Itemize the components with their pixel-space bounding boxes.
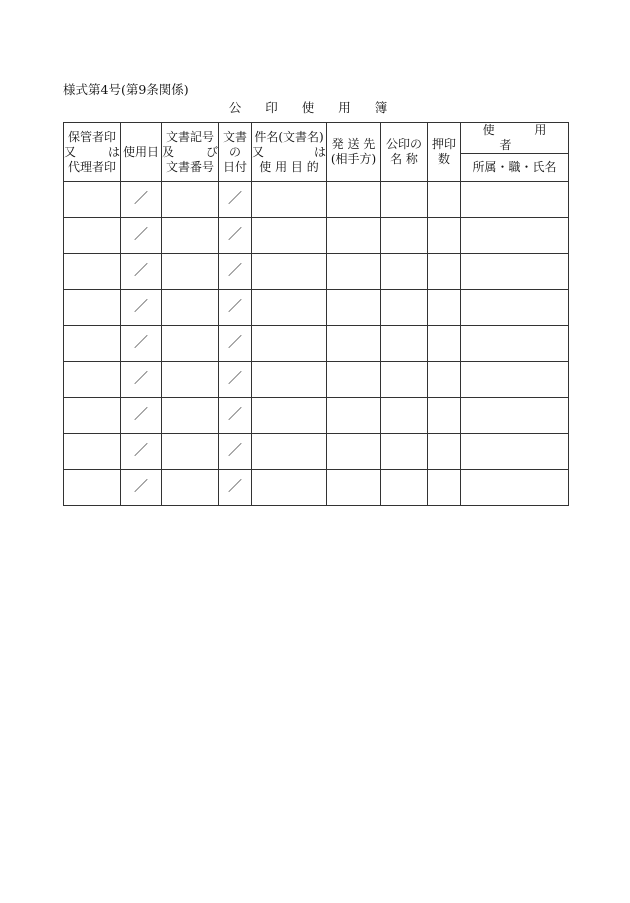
header-subject — [252, 123, 327, 182]
stamp-count-cell[interactable] — [428, 326, 461, 362]
custodian-cell[interactable] — [64, 362, 121, 398]
subject-cell[interactable] — [252, 182, 327, 218]
user-cell[interactable] — [461, 434, 569, 470]
user-cell[interactable] — [461, 398, 569, 434]
doc-symbol-cell[interactable] — [162, 362, 219, 398]
header-destination — [327, 123, 381, 182]
use-date-cell[interactable]: ／ — [121, 362, 162, 398]
user-cell[interactable] — [461, 254, 569, 290]
doc-date-cell[interactable]: ／ — [219, 326, 252, 362]
table-row — [64, 182, 569, 218]
use-date-cell[interactable]: ／ — [121, 326, 162, 362]
seal-name-cell[interactable] — [381, 326, 428, 362]
header-custodian-line-1: 保管者印 — [67, 129, 116, 144]
header-custodian — [64, 123, 121, 182]
doc-symbol-cell[interactable] — [162, 470, 219, 506]
stamp-count-cell[interactable] — [428, 254, 461, 290]
header-stamp-count-line-2: 数 — [437, 152, 450, 166]
header-custodian-line-2 — [64, 145, 120, 160]
page-title — [0, 98, 630, 116]
user-cell[interactable] — [461, 470, 569, 506]
header-custodian-word-1: 又 — [64, 144, 77, 159]
stamp-count-cell[interactable] — [428, 290, 461, 326]
stamp-count-cell[interactable] — [428, 398, 461, 434]
header-seal-name-line-2: 名 称 — [390, 152, 418, 166]
table-row — [64, 254, 569, 290]
doc-symbol-cell[interactable] — [162, 398, 219, 434]
doc-date-cell[interactable]: ／ — [219, 290, 252, 326]
table-row — [64, 218, 569, 254]
header-destination-line-2: (相手方) — [330, 152, 377, 166]
user-cell[interactable] — [461, 182, 569, 218]
header-doc-date-line-1: 文書 — [222, 129, 247, 144]
subject-cell[interactable] — [252, 470, 327, 506]
seal-name-cell[interactable] — [381, 434, 428, 470]
user-cell[interactable] — [461, 362, 569, 398]
stamp-count-cell[interactable] — [428, 434, 461, 470]
header-user — [461, 123, 569, 154]
destination-cell[interactable] — [327, 398, 381, 434]
header-seal-name-line-1: 公印の — [385, 137, 422, 151]
header-doc-symbol — [162, 123, 219, 182]
header-user-sub: 所属・職・氏名 — [461, 154, 569, 182]
subject-cell[interactable] — [252, 218, 327, 254]
header-subject-line-1: 件名(文書名) — [254, 129, 324, 144]
header-subject-line-2 — [252, 145, 326, 160]
custodian-cell[interactable] — [64, 254, 121, 290]
doc-date-cell[interactable]: ／ — [219, 182, 252, 218]
seal-name-cell[interactable] — [381, 218, 428, 254]
table-body — [64, 182, 569, 506]
table-header — [64, 123, 569, 182]
destination-cell[interactable] — [327, 326, 381, 362]
custodian-cell[interactable] — [64, 290, 121, 326]
doc-date-cell[interactable]: ／ — [219, 218, 252, 254]
seal-name-cell[interactable] — [381, 398, 428, 434]
seal-name-cell[interactable] — [381, 290, 428, 326]
table-row — [64, 398, 569, 434]
header-user-text: 使 用 者 — [482, 123, 565, 152]
subject-cell[interactable] — [252, 434, 327, 470]
doc-date-cell[interactable]: ／ — [219, 470, 252, 506]
use-date-cell[interactable]: ／ — [121, 398, 162, 434]
header-seal-name — [381, 123, 428, 182]
stamp-count-cell[interactable] — [428, 218, 461, 254]
header-stamp-count-line-1: 押印 — [431, 137, 456, 151]
subject-cell[interactable] — [252, 254, 327, 290]
header-doc-symbol-line-2 — [162, 145, 218, 160]
custodian-cell[interactable] — [64, 434, 121, 470]
subject-cell[interactable] — [252, 326, 327, 362]
seal-name-cell[interactable] — [381, 182, 428, 218]
custodian-cell[interactable] — [64, 218, 121, 254]
header-subject-word-1: 又 — [252, 144, 265, 159]
seal-name-cell[interactable] — [381, 362, 428, 398]
header-subject-word-2: は — [313, 144, 326, 159]
destination-cell[interactable] — [327, 254, 381, 290]
doc-symbol-cell[interactable] — [162, 290, 219, 326]
seal-name-cell[interactable] — [381, 254, 428, 290]
table-row — [64, 434, 569, 470]
doc-symbol-cell[interactable] — [162, 182, 219, 218]
table-row — [64, 326, 569, 362]
user-cell[interactable] — [461, 326, 569, 362]
header-doc-symbol-line-3: 文書番号 — [165, 159, 214, 174]
doc-date-cell[interactable]: ／ — [219, 362, 252, 398]
destination-cell[interactable] — [327, 470, 381, 506]
use-date-cell[interactable]: ／ — [121, 254, 162, 290]
header-custodian-word-2: は — [107, 144, 120, 159]
doc-date-cell[interactable]: ／ — [219, 434, 252, 470]
seal-usage-register-table — [63, 122, 569, 506]
destination-cell[interactable] — [327, 290, 381, 326]
doc-symbol-cell[interactable] — [162, 218, 219, 254]
subject-cell[interactable] — [252, 398, 327, 434]
custodian-cell[interactable] — [64, 398, 121, 434]
stamp-count-cell[interactable] — [428, 470, 461, 506]
user-cell[interactable] — [461, 290, 569, 326]
table-row — [64, 362, 569, 398]
header-doc-date — [219, 123, 252, 182]
destination-cell[interactable] — [327, 218, 381, 254]
use-date-cell[interactable]: ／ — [121, 218, 162, 254]
doc-symbol-cell[interactable] — [162, 326, 219, 362]
header-stamp-count — [428, 123, 461, 182]
doc-date-cell[interactable]: ／ — [219, 254, 252, 290]
table-row — [64, 290, 569, 326]
destination-cell[interactable] — [327, 434, 381, 470]
doc-symbol-cell[interactable] — [162, 434, 219, 470]
header-use-date: 使用日 — [121, 123, 162, 182]
header-doc-symbol-word-1: 及 — [162, 144, 175, 159]
doc-symbol-cell[interactable] — [162, 254, 219, 290]
seal-name-cell[interactable] — [381, 470, 428, 506]
user-cell[interactable] — [461, 218, 569, 254]
table-row — [64, 470, 569, 506]
subject-cell[interactable] — [252, 362, 327, 398]
destination-cell[interactable] — [327, 362, 381, 398]
destination-cell[interactable] — [327, 182, 381, 218]
header-destination-line-1: 発 送 先 — [331, 137, 376, 151]
custodian-cell[interactable] — [64, 182, 121, 218]
use-date-cell[interactable]: ／ — [121, 434, 162, 470]
doc-date-cell[interactable]: ／ — [219, 398, 252, 434]
stamp-count-cell[interactable] — [428, 362, 461, 398]
custodian-cell[interactable] — [64, 470, 121, 506]
header-doc-date-line-3: 日付 — [222, 159, 247, 174]
form-number: 様式第4号(第9条関係) — [63, 82, 189, 97]
header-doc-symbol-line-1: 文書記号 — [165, 129, 214, 144]
header-doc-symbol-word-2: び — [205, 144, 218, 159]
subject-cell[interactable] — [252, 290, 327, 326]
use-date-cell[interactable]: ／ — [121, 470, 162, 506]
header-doc-date-line-2: の — [228, 144, 241, 159]
use-date-cell[interactable]: ／ — [121, 290, 162, 326]
page-title-text: 公印使用簿 — [228, 100, 412, 115]
custodian-cell[interactable] — [64, 326, 121, 362]
header-subject-line-3: 使 用 目 的 — [259, 159, 319, 174]
header-custodian-line-3: 代理者印 — [67, 159, 116, 174]
use-date-cell[interactable]: ／ — [121, 182, 162, 218]
stamp-count-cell[interactable] — [428, 182, 461, 218]
